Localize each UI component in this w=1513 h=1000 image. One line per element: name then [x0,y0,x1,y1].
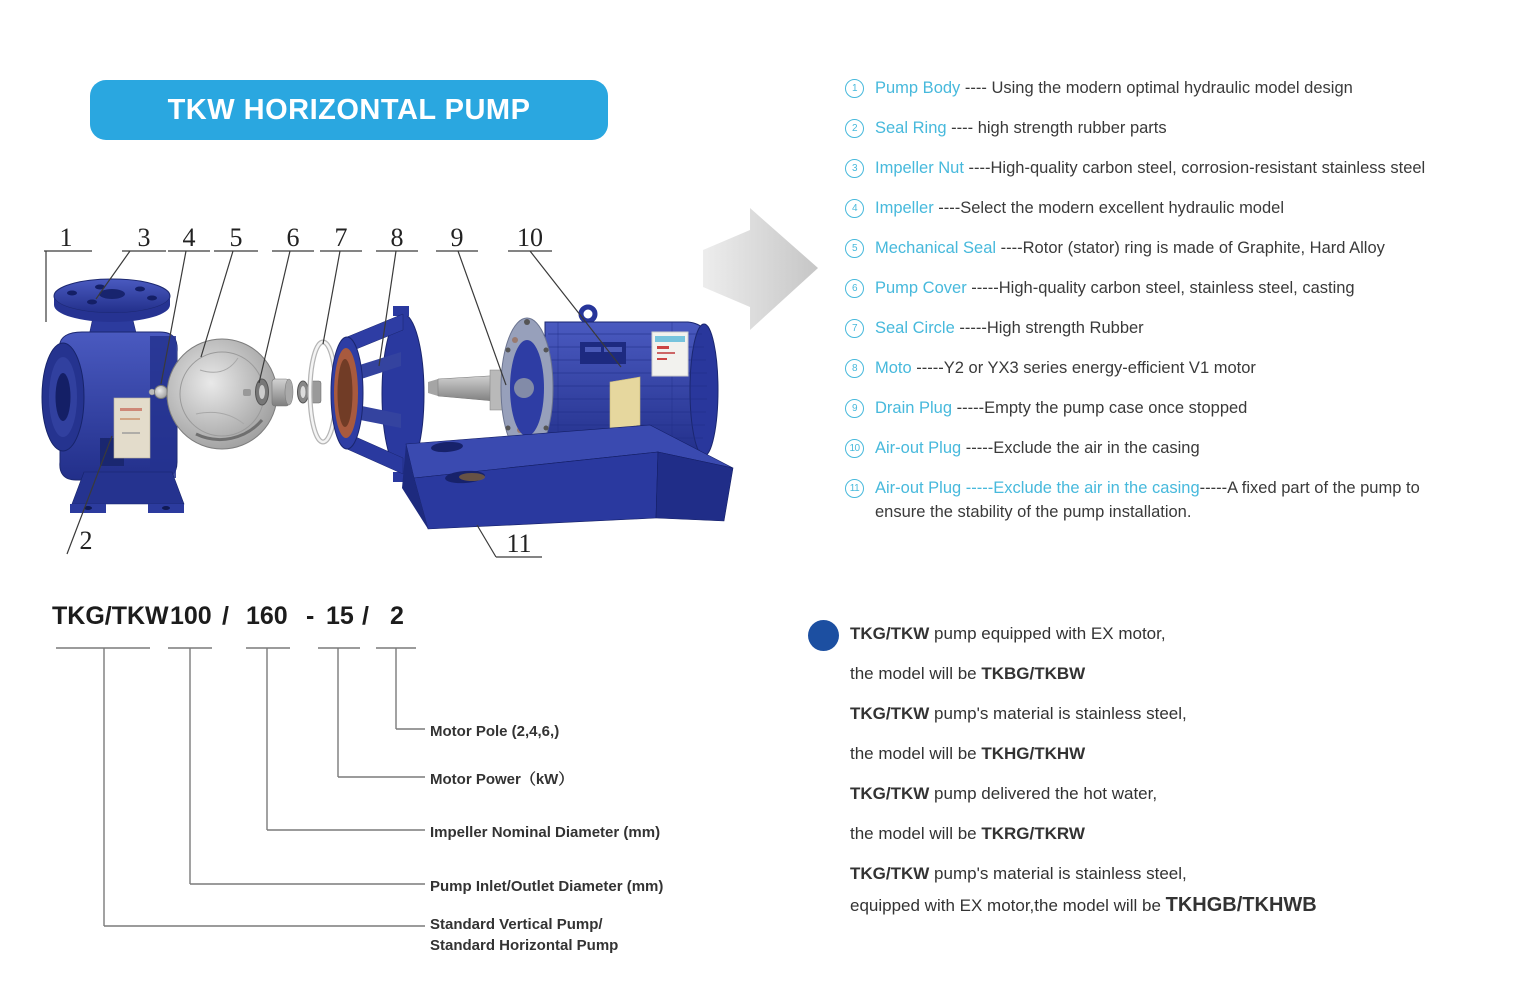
callout-7: 7 [334,223,348,252]
note-line: equipped with EX motor,the model will be TKHGB/TKHWB [850,894,1317,916]
circled-number-icon: 9 [845,399,864,418]
callout-9: 9 [450,223,464,252]
part-list-item [845,476,1505,524]
part-desc: -----Y2 or YX3 series energy-efficient V1 motor [911,359,1256,377]
part-list-item [845,316,1505,340]
callout-2: 2 [79,526,93,555]
part-desc: -----High strength Rubber [954,319,1144,337]
circled-number-icon: 3 [845,159,864,178]
part-name: Impeller Nut [875,159,964,177]
part-desc: -----Empty the pump case once stopped [952,399,1248,417]
model-label-pump-type-line1: Standard Vertical Pump/ [430,916,603,933]
note-line: the model will be TKBG/TKBW [850,664,1086,683]
circled-number-icon: 10 [845,439,864,458]
note-line: the model will be TKRG/TKRW [850,824,1085,843]
title-banner [90,80,608,140]
part-list-item [845,276,1505,300]
part-name: Air-out Plug [875,439,962,457]
circled-number-icon: 5 [845,239,864,258]
part-desc: ----Select the modern excellent hydraulic model [933,199,1285,217]
part-list-item [845,396,1505,420]
circled-number-icon: 4 [845,199,864,218]
model-segment: 160 [246,602,288,630]
part-name: Drain Plug [875,399,953,417]
callout-11: 11 [506,529,532,558]
model-segment: TKG/TKW [52,602,169,630]
part-list-item [845,196,1505,220]
callout-5: 5 [229,223,243,252]
model-segment: - [306,602,315,630]
part-list-item [845,76,1505,100]
part-list-item [845,436,1505,460]
part-desc: -----Exclude the air in the casing [961,439,1200,457]
circled-number-icon: 11 [845,479,864,498]
model-label-pump-type-line2: Standard Horizontal Pump [430,937,619,954]
model-variant-notes [850,622,1495,934]
part-desc: ----Rotor (stator) ring is made of Graphite, Hard Alloy [996,239,1385,257]
note-line: TKG/TKW pump's material is stainless steel, [850,704,1187,723]
part-desc-line2: ensure the stability of the pump installation. [875,503,1192,521]
note-line: the model will be TKHG/TKHW [850,744,1086,763]
part-list-item [845,356,1505,380]
part-name: Pump Cover [875,279,967,297]
circled-number-icon: 2 [845,119,864,138]
parts-list [845,76,1505,540]
model-label-motor-pole: Motor Pole (2,4,6,) [430,723,560,740]
part-name: Seal Ring [875,119,947,137]
note-line: TKG/TKW pump equipped with EX motor, [850,624,1166,643]
part-desc: ---- Using the modern optimal hydraulic model design [960,79,1353,97]
model-label-impeller-diam: Impeller Nominal Diameter (mm) [430,824,661,841]
right-arrow-icon [703,208,818,330]
model-label-pump-type [430,914,618,956]
model-segment: / [222,602,229,630]
model-segment: 2 [390,602,404,630]
model-segment: 15 [326,602,354,630]
model-segment: / [362,602,369,630]
circled-number-icon: 8 [845,359,864,378]
part-desc: ---- high strength rubber parts [946,119,1167,137]
note-line: TKG/TKW pump's material is stainless steel, [850,864,1187,883]
bullet-icon [808,620,839,651]
model-segment: 100 [170,602,212,630]
circled-number-icon: 7 [845,319,864,338]
page-title: TKW HORIZONTAL PUMP [167,93,531,126]
callout-3: 3 [137,223,151,252]
callout-8: 8 [390,223,404,252]
part-name: Seal Circle [875,319,955,337]
note-line: TKG/TKW pump delivered the hot water, [850,784,1158,803]
part-list-item [845,236,1505,260]
model-code-connector-lines [40,640,440,940]
part-desc-cyan: -----Exclude the air in the casing [961,479,1200,497]
part-name: Air-out Plug [875,479,962,497]
circled-number-icon: 1 [845,79,864,98]
part-list-item [845,116,1505,140]
part-name: Impeller [875,199,934,217]
pump-exploded-diagram [30,195,830,580]
part-name: Mechanical Seal [875,239,997,257]
part-desc: -----A fixed part of the pump to [1199,479,1420,497]
callout-1: 1 [59,223,73,252]
callout-4: 4 [182,223,196,252]
model-label-inlet-outlet: Pump Inlet/Outlet Diameter (mm) [430,878,664,895]
callout-6: 6 [286,223,300,252]
circled-number-icon: 6 [845,279,864,298]
part-desc: ----High-quality carbon steel, corrosion-resistant stainless steel [963,159,1426,177]
part-name: Moto [875,359,912,377]
callout-10: 10 [517,223,543,252]
part-list-item [845,156,1505,180]
model-label-motor-power: Motor Power（kW） [430,771,574,788]
part-desc: -----High-quality carbon steel, stainless steel, casting [966,279,1355,297]
part-name: Pump Body [875,79,961,97]
